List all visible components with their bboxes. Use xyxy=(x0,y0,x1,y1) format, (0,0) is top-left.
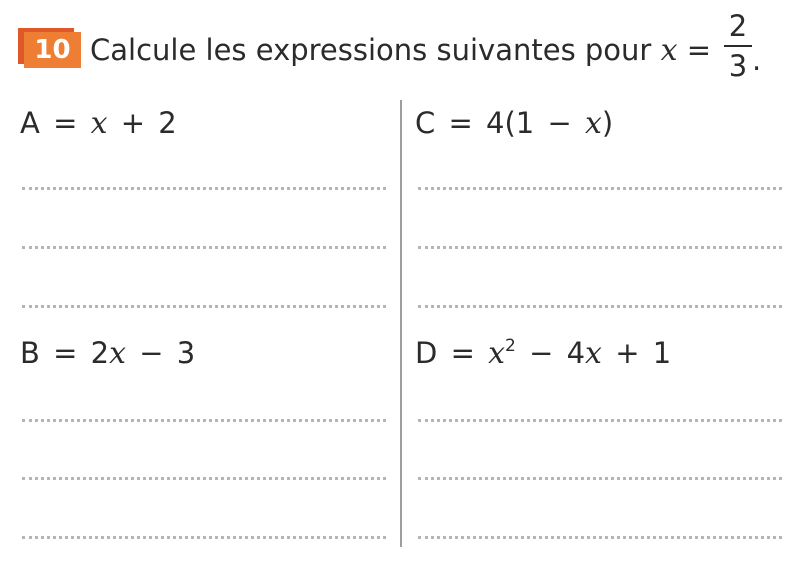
coefficient: 4 xyxy=(566,336,586,370)
answer-line-a-3[interactable] xyxy=(22,305,386,308)
answer-line-c-2[interactable] xyxy=(418,246,782,249)
instruction-variable: x xyxy=(660,33,678,68)
constant: 1 xyxy=(652,336,672,370)
answer-line-c-1[interactable] xyxy=(418,187,782,190)
expression-b xyxy=(20,333,195,374)
instruction-period: . xyxy=(752,43,762,77)
answer-line-d-1[interactable] xyxy=(418,419,782,422)
minus-sign: − xyxy=(547,106,572,140)
instruction-text: Calcule les expressions suivantes pour xyxy=(90,33,652,67)
constant: 3 xyxy=(176,336,196,370)
fraction-denominator: 3 xyxy=(728,49,748,83)
expression-d xyxy=(415,333,671,374)
constant: 2 xyxy=(158,106,177,140)
answer-line-d-3[interactable] xyxy=(418,536,782,539)
instruction-equals: = xyxy=(686,33,712,67)
equals-sign: = xyxy=(53,336,78,370)
variable-x: x xyxy=(584,106,602,141)
exercise-instruction xyxy=(90,30,711,71)
variable-x: x xyxy=(585,336,602,371)
minus-sign: − xyxy=(529,336,554,370)
fraction-bar xyxy=(724,45,752,47)
expression-c xyxy=(415,103,613,144)
expression-c-name: C xyxy=(415,106,436,140)
equals-sign: = xyxy=(450,336,475,370)
closing-parenthesis: ) xyxy=(601,106,614,140)
equals-sign: = xyxy=(448,106,473,140)
coefficient: 2 xyxy=(90,336,110,370)
answer-line-a-1[interactable] xyxy=(22,187,386,190)
fraction-two-thirds xyxy=(724,8,752,84)
variable-x: x xyxy=(109,336,127,371)
expression-a-name: A xyxy=(20,106,40,140)
expression-b-name: B xyxy=(20,336,40,370)
plus-sign: + xyxy=(615,336,640,370)
expression-d-name: D xyxy=(415,336,438,370)
answer-line-a-2[interactable] xyxy=(22,246,386,249)
exponent: 2 xyxy=(505,336,516,356)
variable-x: x xyxy=(90,106,108,141)
minus-sign: − xyxy=(139,336,164,370)
variable-x: x xyxy=(488,336,506,371)
answer-line-c-3[interactable] xyxy=(418,305,782,308)
column-divider xyxy=(400,100,402,547)
answer-line-b-2[interactable] xyxy=(22,477,386,480)
answer-line-b-1[interactable] xyxy=(22,419,386,422)
answer-line-b-3[interactable] xyxy=(22,536,386,539)
expression-c-prefix: 4(1 xyxy=(486,106,535,140)
plus-sign: + xyxy=(120,106,146,140)
fraction-numerator: 2 xyxy=(728,9,748,43)
equals-sign: = xyxy=(53,106,78,140)
exercise-number-badge: 10 xyxy=(24,32,81,68)
expression-a xyxy=(20,103,177,144)
answer-line-d-2[interactable] xyxy=(418,477,782,480)
